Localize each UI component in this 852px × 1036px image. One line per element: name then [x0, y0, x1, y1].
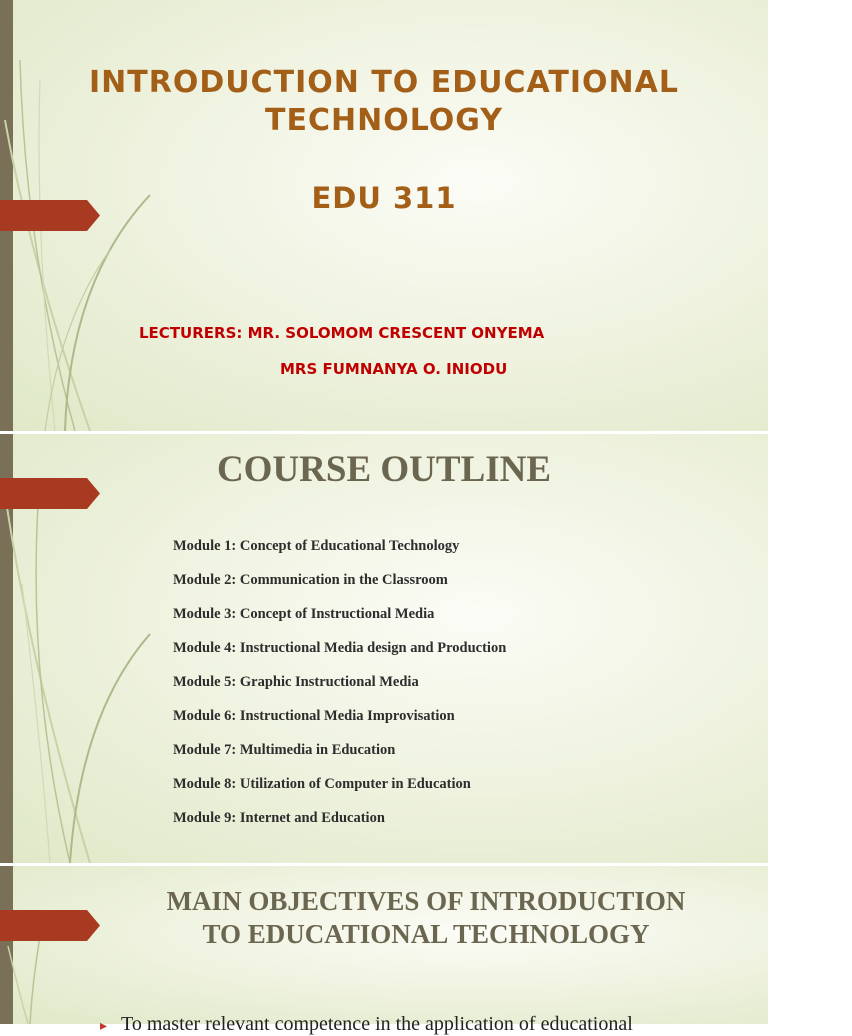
objectives-slide: [0, 866, 768, 1035]
course-outline-slide: [0, 434, 768, 863]
objectives-title: [0, 885, 852, 951]
objective-text: To master relevant competence in the application of educational: [121, 1013, 633, 1035]
objective-bullet: [100, 1013, 740, 1036]
title-line-2: TECHNOLOGY: [265, 103, 503, 138]
module-item: Module 1: Concept of Educational Technology: [173, 538, 460, 554]
module-item: Module 2: Communication in the Classroom: [173, 572, 448, 588]
title-slide: [0, 0, 768, 431]
objectives-title-line-2: TO EDUCATIONAL TECHNOLOGY: [202, 919, 650, 949]
module-item: Module 6: Instructional Media Improvisation: [173, 708, 455, 724]
bullet-icon: ▸: [100, 1019, 108, 1034]
lecturer-line-2: MRS FUMNANYA O. INIODU: [280, 360, 508, 378]
module-item: Module 8: Utilization of Computer in Education: [173, 776, 471, 792]
module-item: Module 9: Internet and Education: [173, 810, 385, 826]
title-line-1: INTRODUCTION TO EDUCATIONAL: [89, 65, 679, 100]
module-item: Module 7: Multimedia in Education: [173, 742, 396, 758]
slide-title: [0, 64, 768, 140]
module-item: Module 3: Concept of Instructional Media: [173, 606, 435, 622]
lecturer-line-1: LECTURERS: MR. SOLOMOM CRESCENT ONYEMA: [139, 324, 545, 342]
objectives-title-line-1: MAIN OBJECTIVES OF INTRODUCTION: [166, 886, 686, 916]
course-code: EDU 311: [311, 181, 457, 215]
module-list: [173, 537, 506, 843]
outline-title: COURSE OUTLINE: [216, 449, 552, 490]
module-item: Module 5: Graphic Instructional Media: [173, 674, 419, 690]
module-item: Module 4: Instructional Media design and Production: [173, 640, 507, 656]
